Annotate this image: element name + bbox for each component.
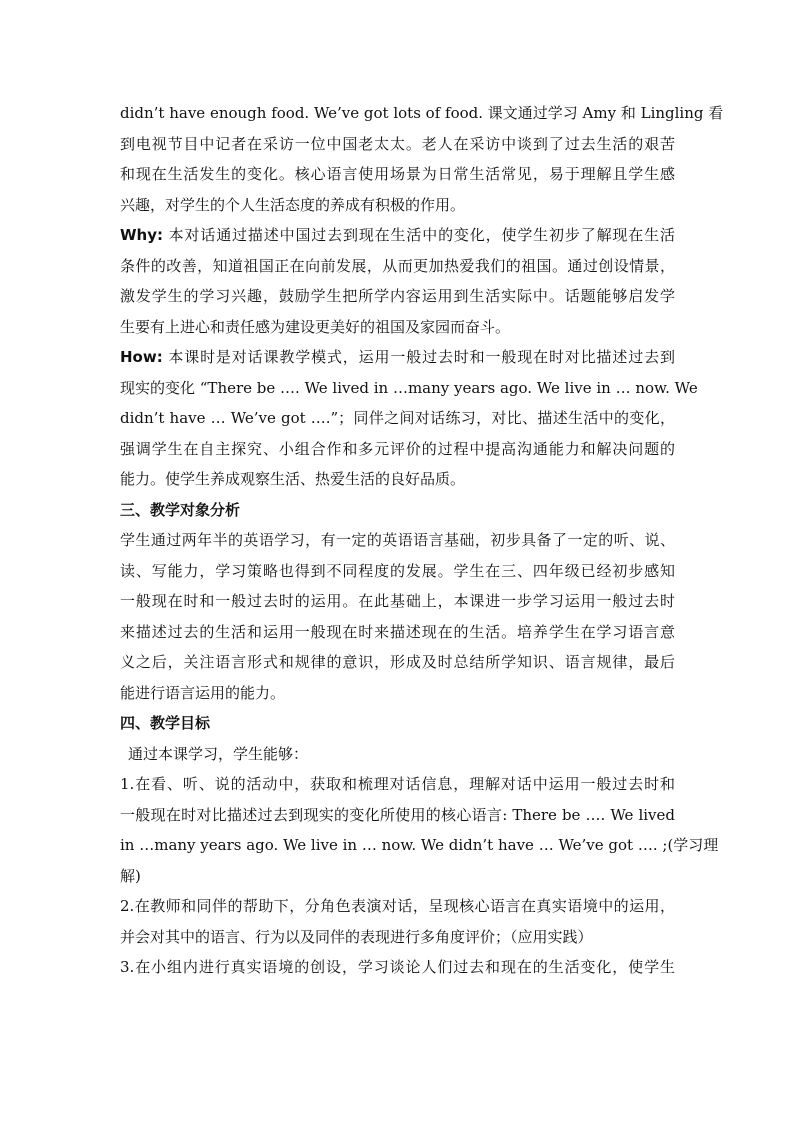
text-line: 兴趣，对学生的个人生活态度的养成有积极的作用。 <box>120 195 466 214</box>
text-line <box>120 220 675 251</box>
text-line: didn’t have … We’ve got ….”；同伴之间对话练习，对比、描述生活中的变化， <box>120 409 675 427</box>
text-line: 能进行语言运用的能力。 <box>120 683 286 702</box>
text-line: 2.在教师和同伴的帮助下，分角色表演对话，呈现核心语言在真实语境中的运用， <box>120 897 675 915</box>
text-line: 义之后，关注语言形式和规律的意识，形成及时总结所学知识、语言规律，最后 <box>120 653 675 671</box>
why-label: Why: <box>120 226 164 244</box>
text-line: 生要有上进心和责任感为建设更美好的祖国及家园而奋斗。 <box>120 317 511 336</box>
text-line: 解) <box>120 866 141 885</box>
text-line: 和现在生活发生的变化。核心语言使用场景为日常生活常见，易于理解且学生感 <box>120 165 675 183</box>
how-first-line: 本课时是对话课教学模式，运用一般过去时和一般现在时对比描述过去到 <box>168 348 675 366</box>
student-analysis-paragraph <box>120 525 675 708</box>
text-line: 到电视节目中记者在采访一位中国老太太。老人在采访中谈到了过去生活的艰苦 <box>120 134 675 153</box>
why-first-line: 本对话通过描述中国过去到现在生活中的变化，使学生初步了解现在生活 <box>168 226 675 244</box>
objectives-intro: 通过本课学习，学生能够： <box>128 744 309 763</box>
document-page <box>120 98 724 983</box>
why-paragraph <box>120 220 675 342</box>
objective-item-3 <box>120 952 675 983</box>
objective-item-1 <box>120 769 719 891</box>
how-paragraph <box>120 342 698 495</box>
text-line: in …many years ago. We live in … now. We didn’t have … We’ve got …. ;(学习理 <box>120 836 719 854</box>
text-line: 一般现在时和一般过去时的运用。在此基础上，本课进一步学习运用一般过去时 <box>120 592 675 610</box>
text-line <box>120 342 675 373</box>
text-line: 条件的改善，知道祖国正在向前发展，从而更加热爱我们的祖国。通过创设情景， <box>120 256 675 275</box>
text-line: 1.在看、听、说的活动中，获取和梳理对话信息，理解对话中运用一般过去时和 <box>120 775 675 793</box>
text-line: 读、写能力，学习策略也得到不同程度的发展。学生在三、四年级已经初步感知 <box>120 561 675 580</box>
text-line: didn’t have enough food. We’ve got lots of food. 课文通过学习 Amy 和 Lingling 看 <box>120 104 724 122</box>
section-heading: 四、教学目标 <box>120 714 211 732</box>
how-label: How: <box>120 348 163 366</box>
text-line: 学生通过两年半的英语学习，有一定的英语语言基础，初步具备了一定的听、说、 <box>120 531 675 549</box>
section-heading: 三、教学对象分析 <box>120 500 241 519</box>
what-paragraph <box>120 98 724 220</box>
text-line: 来描述过去的生活和运用一般现在时来描述现在的生活。培养学生在学习语言意 <box>120 622 675 641</box>
text-line: 并会对其中的语言、行为以及同伴的表现进行多角度评价；（应用实践） <box>120 927 593 946</box>
text-line: 激发学生的学习兴趣，鼓励学生把所学内容运用到生活实际中。话题能够启发学 <box>120 287 675 305</box>
text-line: 强调学生在自主探究、小组合作和多元评价的过程中提高沟通能力和解决问题的 <box>120 439 675 458</box>
text-line: 3.在小组内进行真实语境的创设，学习谈论人们过去和现在的生活变化，使学生 <box>120 958 675 976</box>
text-line: 一般现在时对比描述过去到现实的变化所使用的核心语言: There be …. We lived <box>120 805 675 824</box>
text-line: 现实的变化 “There be …. We lived in …many years ago. We live in … now. We <box>120 378 698 397</box>
objective-item-2 <box>120 891 675 952</box>
text-line: 能力。使学生养成观察生活、热爱生活的良好品质。 <box>120 470 466 488</box>
